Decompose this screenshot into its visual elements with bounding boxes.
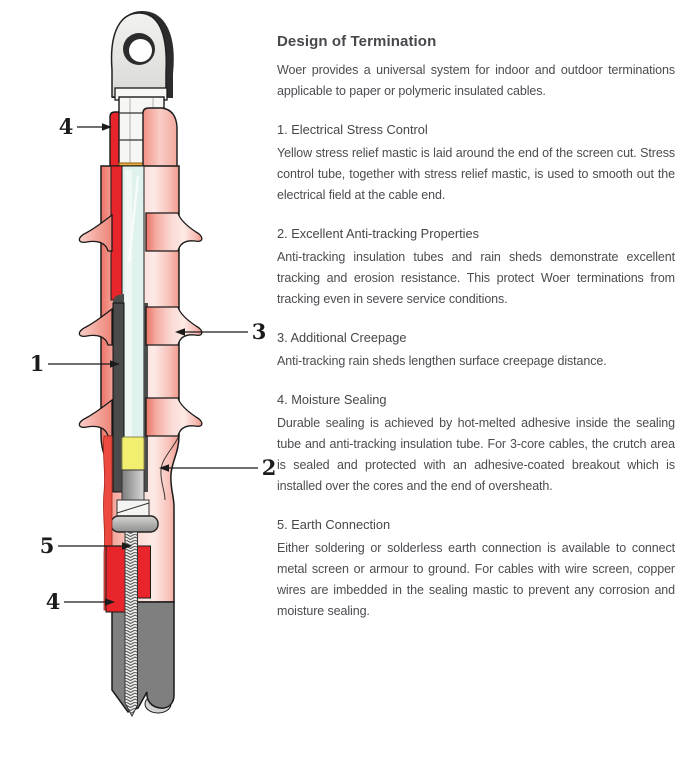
callout-3-label: 3: [251, 319, 267, 344]
spring-clamp: [111, 516, 158, 532]
section-4-body: Durable sealing is achieved by hot-melted adhesive inside the sealing tube and anti-tracking insulation tube. For 3-core cables, the crutch area is sealed and protected with an adhesive-coated breakout which is installed over the cores and the end of oversheath.: [277, 416, 675, 493]
termination-neck: [143, 108, 177, 168]
page-title: Design of Termination: [277, 33, 437, 50]
section-1-heading: 1. Electrical Stress Control: [277, 122, 428, 137]
callout-4-bottom-label: 4: [45, 589, 61, 614]
stress-relief-mastic-yellow: [122, 437, 144, 471]
section-3-body: Anti-tracking rain sheds lengthen surface creepage distance.: [277, 354, 607, 368]
section-5-body: Either soldering or solderless earth connection is available to connect metal screen or armour to ground. For cables with wire screen, copper wires are imbedded in the sealing mastic to prevent any corrosion and moisture sealing.: [277, 541, 675, 618]
section-1-body: Yellow stress relief mastic is laid around the end of the screen cut. Stress control tube, together with stress relief mastic, is used to smooth out the electrical field at the cable end.: [277, 146, 675, 202]
callout-4-top-label: 4: [58, 114, 74, 139]
earth-clamp: [117, 500, 149, 517]
earth-braid: [125, 532, 138, 716]
intro-text: Woer provides a universal system for indoor and outdoor terminations applicable to paper or polymeric insulated cables.: [277, 63, 675, 98]
termination-diagram: [0, 0, 290, 757]
section-moisture-sealing: [277, 390, 675, 497]
callout-4-top: [59, 114, 112, 139]
section-2-body: Anti-tracking insulation tubes and rain sheds demonstrate excellent tracking and erosion resistance. This protect Woer terminations from tracking even in severe service conditions.: [277, 250, 675, 306]
section-3-heading: 3. Additional Creepage: [277, 330, 407, 345]
section-electrical-stress-control: [277, 120, 675, 206]
callout-5-label: 5: [39, 533, 55, 558]
cable-oversheath: [112, 602, 174, 712]
section-5-heading: 5. Earth Connection: [277, 517, 391, 532]
section-anti-tracking: [277, 224, 675, 310]
sealing-mastic-right: [138, 546, 151, 598]
callout-1-label: 1: [29, 351, 45, 376]
text-panel: [277, 31, 675, 622]
section-additional-creepage: [277, 328, 675, 372]
callout-2-label: 2: [261, 455, 277, 480]
section-earth-connection: [277, 515, 675, 622]
cable-lug: [112, 12, 173, 100]
section-4-heading: 4. Moisture Sealing: [277, 392, 387, 407]
insulation-highlight: [125, 170, 132, 440]
section-2-heading: 2. Excellent Anti-tracking Properties: [277, 226, 480, 241]
metal-screen: [122, 470, 144, 500]
callout-2: [159, 455, 276, 480]
